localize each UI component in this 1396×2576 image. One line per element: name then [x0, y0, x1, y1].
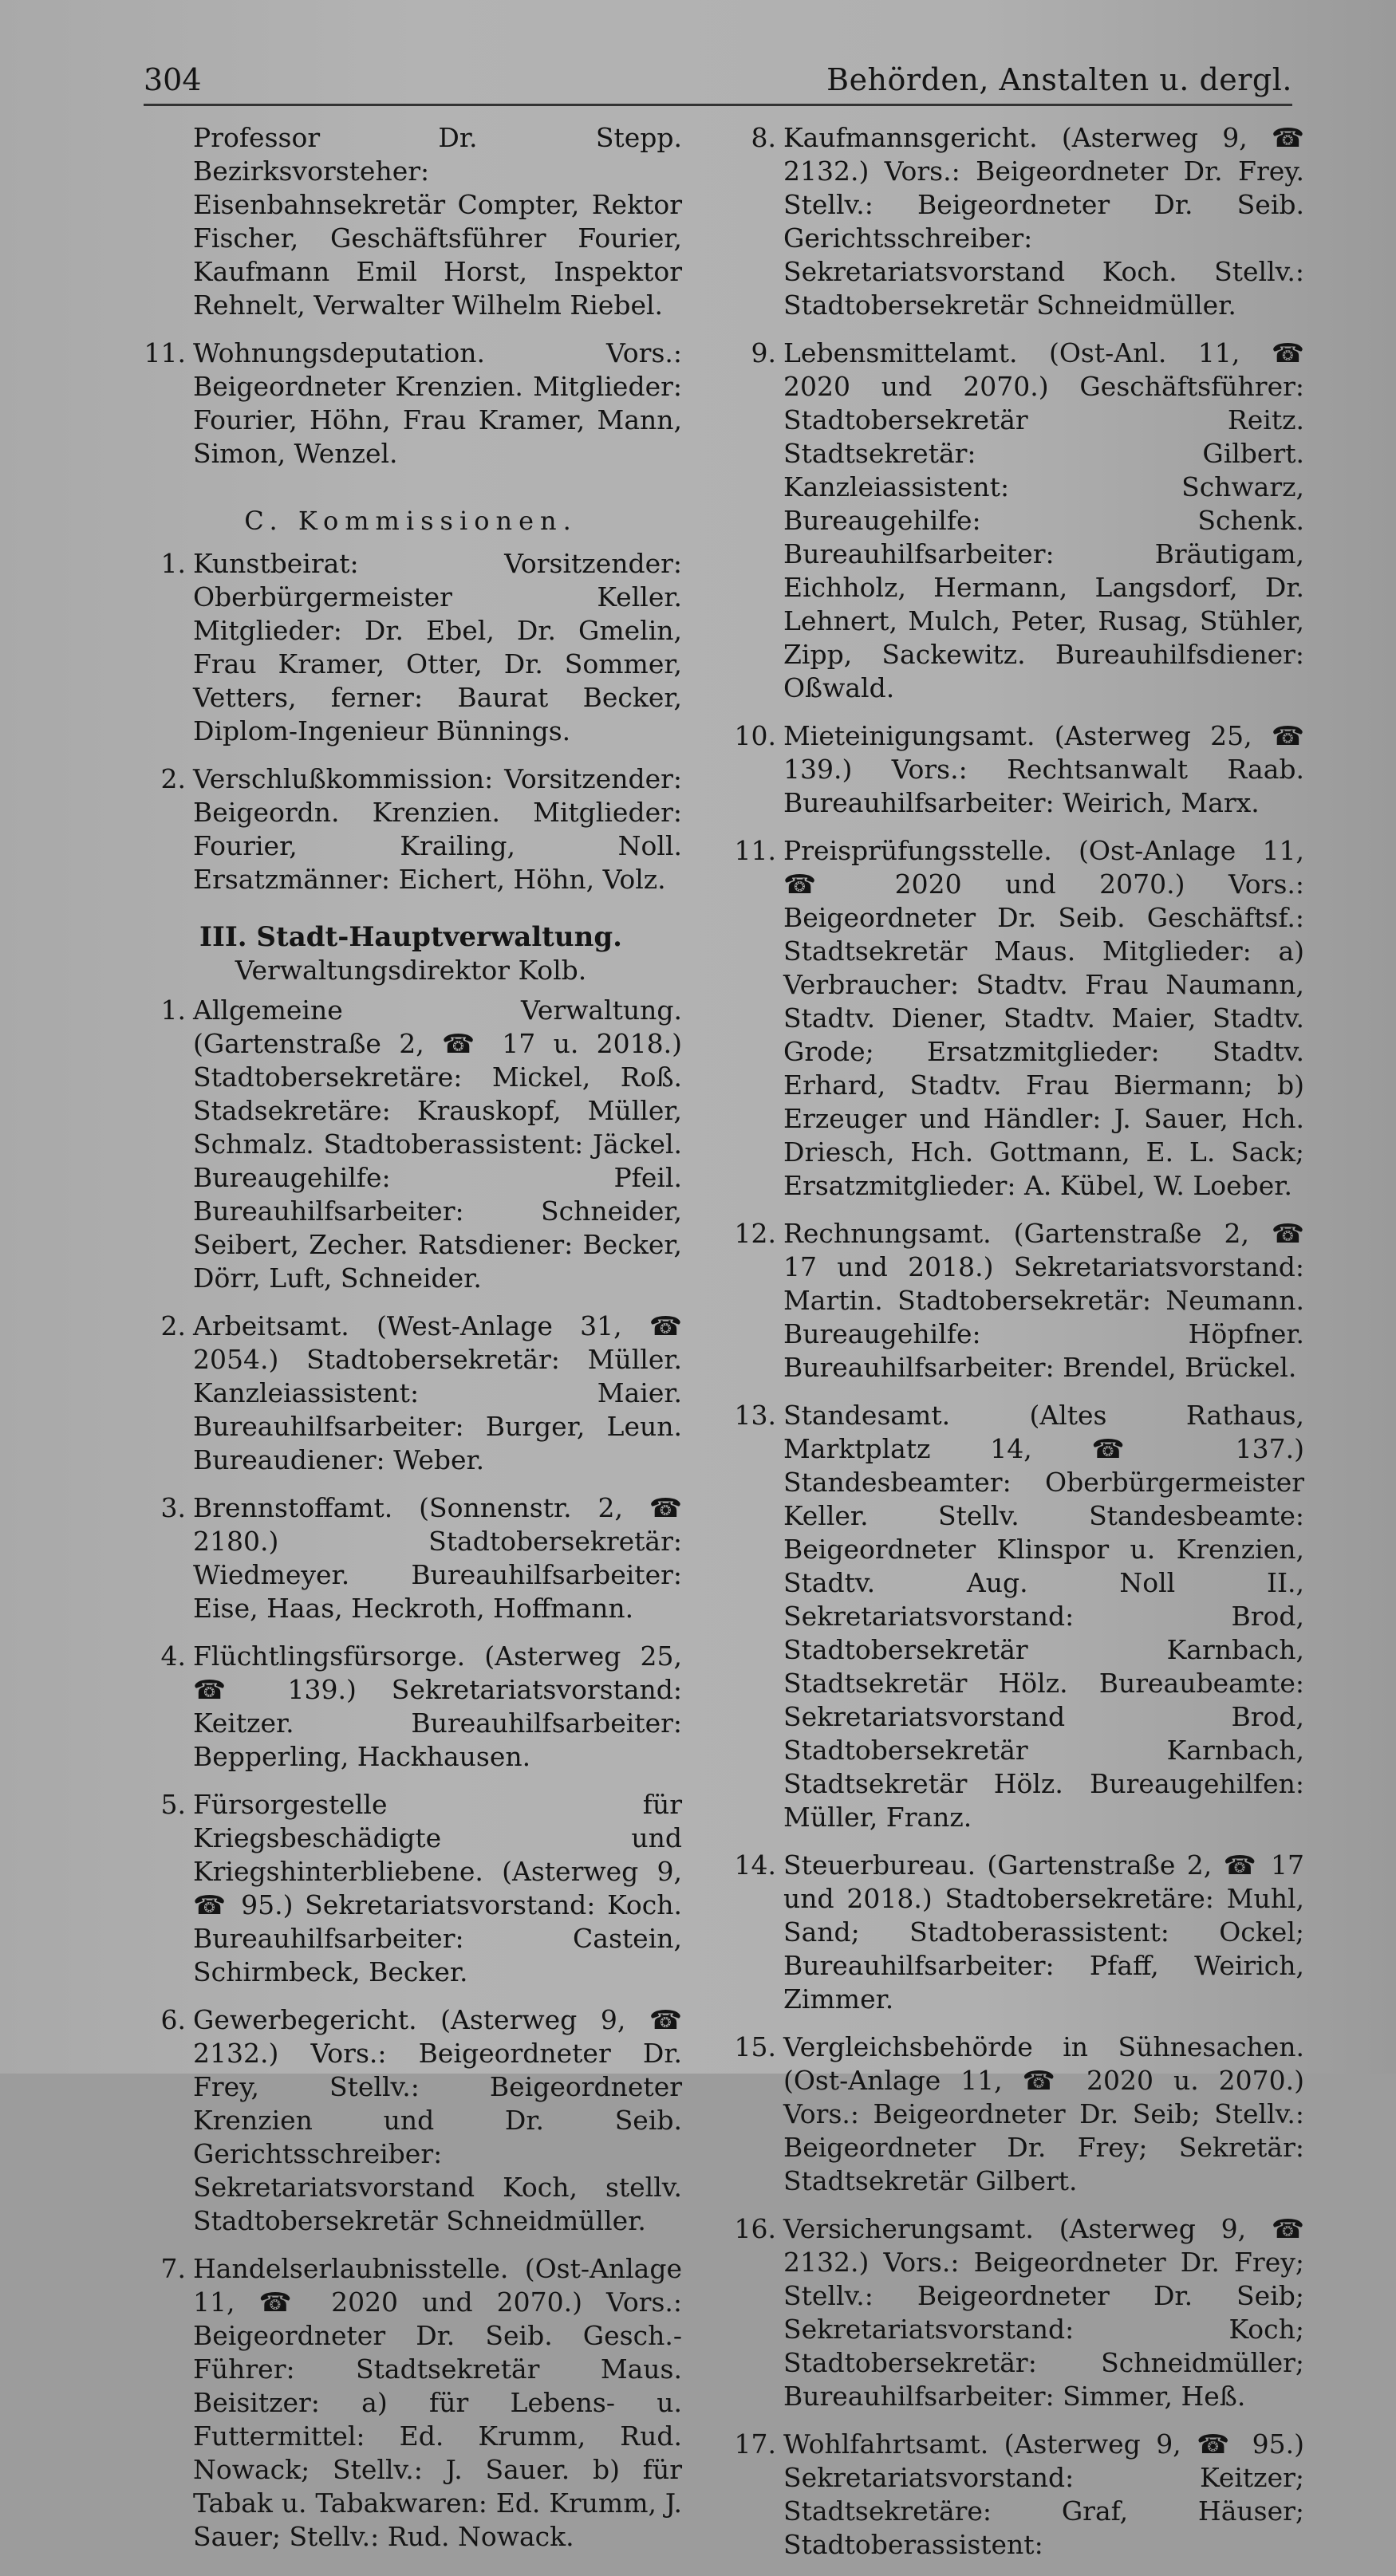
- right-column: [730, 121, 1304, 2576]
- item-number: 12.: [734, 1218, 776, 1249]
- left-column: [140, 121, 682, 2568]
- item-text: Flüchtlingsfürsorge. (Asterweg 25, ☎ 139.) Sekretariatsvorstand: Keitzer. Bureauhilfsarbeiter: Bepperling, Hackhausen.: [193, 1641, 682, 1772]
- item-number: 10.: [734, 720, 776, 751]
- item-text: Wohnungsdeputation. Vors.: Beigeordneter Krenzien. Mitglieder: Fourier, Höhn, Frau Kramer, Mann, Simon, Wenzel.: [193, 337, 682, 469]
- page-header: [144, 56, 1292, 106]
- list-item: [140, 547, 682, 748]
- item-number: 11.: [734, 835, 776, 866]
- item-text: Verschlußkommission: Vorsitzender: Beigeordn. Krenzien. Mitglieder: Fourier, Krailing, Noll. Ersatzmänner: Eichert, Höhn, Volz.: [193, 763, 682, 895]
- list-item: [730, 1399, 1304, 1834]
- list-item: [140, 1310, 682, 1477]
- list-item: [730, 719, 1304, 820]
- item-text: Rechnungsamt. (Gartenstraße 2, ☎ 17 und 2018.) Sekretariatsvorstand: Martin. Stadtobersekretär: Neumann. Bureaugehilfe: Höpfner. Bureauhilfsarbeiter: Brendel, Brückel.: [783, 1218, 1304, 1383]
- item-number: 3.: [160, 1492, 186, 1523]
- list-item: [140, 2003, 682, 2238]
- page-number: 304: [144, 62, 202, 97]
- list-item: [730, 2428, 1304, 2562]
- item-text: Wohlfahrtsamt. (Asterweg 9, ☎ 95.) Sekretariatsvorstand: Keitzer; Stadtsekretäre: Graf, Häuser; Stadtoberassistent:: [783, 2428, 1304, 2560]
- item-number: 6.: [160, 2004, 186, 2035]
- item-number: 8.: [751, 122, 776, 153]
- list-item: [730, 834, 1304, 1203]
- item-text: Fürsorgestelle für Kriegsbeschädigte und Kriegshinterbliebene. (Asterweg 9, ☎ 95.) Sekretariatsvorstand: Koch. Bureauhilfsarbeiter: Castein, Schirmbeck, Becker.: [193, 1789, 682, 1987]
- section-heading-stadt-hauptverwaltung: III. Stadt-Hauptverwaltung.: [199, 921, 622, 953]
- item-number: 1.: [160, 548, 186, 579]
- item-text: Arbeitsamt. (West-Anlage 31, ☎ 2054.) Stadtobersekretär: Müller. Kanzleiassistent: Maier. Bureauhilfsarbeiter: Burger, Leun. Bureaudiener: Weber.: [193, 1310, 682, 1475]
- running-head: Behörden, Anstalten u. dergl.: [826, 62, 1292, 97]
- item-number: 5.: [160, 1789, 186, 1820]
- item-text: Steuerbureau. (Gartenstraße 2, ☎ 17 und 2018.) Stadtobersekretäre: Muhl, Sand; Stadtoberassistent: Ockel; Bureauhilfsarbeiter: Pfaff, Weirich, Zimmer.: [783, 1849, 1304, 2015]
- list-item: [730, 337, 1304, 705]
- list-item: [140, 337, 682, 471]
- list-item: [730, 1217, 1304, 1385]
- item-text: Lebensmittelamt. (Ost-Anl. 11, ☎ 2020 und 2070.) Geschäftsführer: Stadtobersekretär Reitz. Stadtsekretär: Gilbert. Kanzleiassistent: Schwarz, Bureaugehilfe: Schenk. Bureauhilfsarbeiter: Bräutigam, Eichholz, Hermann, Langsdorf, Dr. Lehnert, Mulch, Peter, Rusag, Stühler, Zipp, Sackewitz. Bureauhilfsdiener: Oßwald.: [783, 337, 1304, 703]
- item-number: 1.: [160, 995, 186, 1026]
- item-number: 11.: [144, 337, 186, 368]
- item-text: Vergleichsbehörde in Sühnesachen. (Ost-Anlage 11, ☎ 2020 u. 2070.) Vors.: Beigeordneter Dr. Seib; Stellv.: Beigeordneter Dr. Frey; Sekretär: Stadtsekretär Gilbert.: [783, 2031, 1304, 2196]
- list-item: [140, 1640, 682, 1774]
- item-text: Versicherungsamt. (Asterweg 9, ☎ 2132.) Vors.: Beigeordneter Dr. Frey; Stellv.: Beigeordneter Dr. Seib; Sekretariatsvorstand: Koch; Stadtobersekretär: Schneidmüller; Bureauhilfsarbeiter: Simmer, Heß.: [783, 2213, 1304, 2412]
- list-item: [140, 2252, 682, 2554]
- item-text: Standesamt. (Altes Rathaus, Marktplatz 14, ☎ 137.) Standesbeamter: Oberbürgermeister Keller. Stellv. Standesbeamte: Beigeordneter Klinspor u. Krenzien, Stadtv. Aug. Noll II., Sekretariatsvorstand: Brod, Stadtobersekretär Karnbach, Stadtsekretär Hölz. Bureaubeamte: Sekretariatsvorstand Brod, Stadtobersekretär Karnbach, Stadtsekretär Hölz. Bureaugehilfen: Müller, Franz.: [783, 1400, 1304, 1833]
- item-text: Mieteinigungsamt. (Asterweg 25, ☎ 139.) Vors.: Rechtsanwalt Raab. Bureauhilfsarbeiter: Weirich, Marx.: [783, 720, 1304, 818]
- item-number: 2.: [160, 1310, 186, 1341]
- section-heading-kommissionen: C. Kommissionen.: [244, 506, 578, 536]
- item-text: Brennstoffamt. (Sonnenstr. 2, ☎ 2180.) Stadtobersekretär: Wiedmeyer. Bureauhilfsarbeiter: Eise, Haas, Heckroth, Hoffmann.: [193, 1492, 682, 1624]
- list-item: [730, 2212, 1304, 2413]
- item-text: Allgemeine Verwaltung. (Gartenstraße 2, ☎ 17 u. 2018.) Stadtobersekretäre: Mickel, Roß. Stadsekretäre: Krauskopf, Müller, Schmalz. Stadtoberassistent: Jäckel. Bureaugehilfe: Pfeil. Bureauhilfsarbeiter: Schneider, Seibert, Zecher. Ratsdiener: Becker, Dörr, Luft, Schneider.: [193, 995, 682, 1294]
- item-number: 16.: [734, 2213, 776, 2244]
- list-item: [730, 121, 1304, 322]
- item-text: Gewerbegericht. (Asterweg 9, ☎ 2132.) Vors.: Beigeordneter Dr. Frey, Stellv.: Beigeordneter Krenzien und Dr. Seib. Gerichtsschreiber: Sekretariatsvorstand Koch, stellv. Stadtobersekretär Schneidmüller.: [193, 2004, 682, 2236]
- item-text: Preisprüfungsstelle. (Ost-Anlage 11, ☎ 2020 und 2070.) Vors.: Beigeordneter Dr. Seib. Geschäftsf.: Stadtsekretär Maus. Mitglieder: a) Verbraucher: Stadtv. Frau Naumann, Stadtv. Diener, Stadtv. Maier, Stadtv. Grode; Ersatzmitglieder: Stadtv. Erhard, Stadtv. Frau Biermann; b) Erzeuger und Händler: J. Sauer, Hch. Driesch, Hch. Gottmann, E. L. Sack; Ersatzmitglieder: A. Kübel, W. Loeber.: [783, 835, 1304, 1201]
- list-item: [140, 994, 682, 1295]
- list-item: [140, 1788, 682, 1989]
- item-number: 15.: [734, 2031, 776, 2062]
- item-text: Handelserlaubnisstelle. (Ost-Anlage 11, ☎ 2020 und 2070.) Vors.: Beigeordneter Dr. Seib. Gesch.-Führer: Stadtsekretär Maus. Beisitzer: a) für Lebens- u. Futtermittel: Ed. Krumm, Rud. Nowack; Stellv.: J. Sauer. b) für Tabak u. Tabakwaren: Ed. Krumm, J. Sauer; Stellv.: Rud. Nowack.: [193, 2253, 682, 2552]
- list-item: [730, 2030, 1304, 2198]
- section-subheading: Verwaltungsdirektor Kolb.: [235, 955, 587, 986]
- item-number: 17.: [734, 2428, 776, 2460]
- item-number: 13.: [734, 1400, 776, 1431]
- list-item: [730, 1849, 1304, 2016]
- item-number: 7.: [160, 2253, 186, 2284]
- list-item: [140, 1491, 682, 1625]
- list-item: [140, 762, 682, 896]
- item-number: 4.: [160, 1641, 186, 1672]
- item-number: 14.: [734, 1849, 776, 1881]
- item-text: Kunstbeirat: Vorsitzender: Oberbürgermeister Keller. Mitglieder: Dr. Ebel, Dr. Gmelin, Frau Kramer, Otter, Dr. Sommer, Vetters, ferner: Baurat Becker, Diplom-Ingenieur Bünnings.: [193, 548, 682, 746]
- item-text: Kaufmannsgericht. (Asterweg 9, ☎ 2132.) Vors.: Beigeordneter Dr. Frey. Stellv.: Beigeordneter Dr. Seib. Gerichtsschreiber: Sekretariatsvorstand Koch. Stellv.: Stadtobersekretär Schneidmüller.: [783, 122, 1304, 321]
- continuation-paragraph: Professor Dr. Stepp. Bezirksvorsteher: Eisenbahnsekretär Compter, Rektor Fischer, Geschäftsführer Fourier, Kaufmann Emil Horst, Inspektor Rehnelt, Verwalter Wilhelm Riebel.: [193, 122, 682, 321]
- item-number: 9.: [751, 337, 776, 368]
- item-number: 2.: [160, 763, 186, 794]
